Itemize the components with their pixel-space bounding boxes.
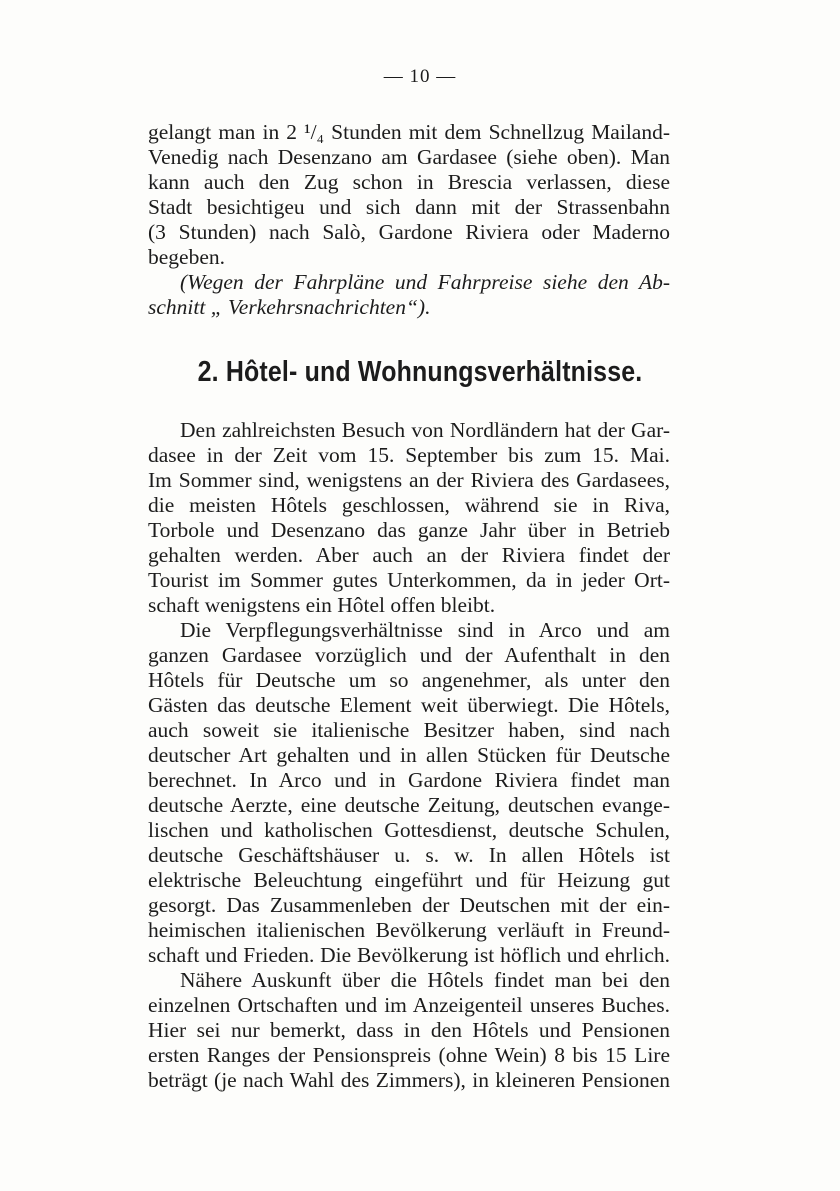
body-line-13: auch soweit sie italienische Besitzer haben, sind nach [148,718,670,742]
body-line-14: deutscher Art gehalten und in allen Stücken für Deutsche [148,743,670,767]
body-line-5: Torbole und Desenzano das ganze Jahr über in Betrieb [148,518,670,542]
intro-line-1: gelangt man in 2 ¹/₄ Stunden mit dem Schnellzug Mailand- [148,120,670,144]
body-line-3: Im Sommer sind, wenigstens an der Riviera des Gardasees, [148,468,670,492]
body-line-10: ganzen Gardasee vorzüglich und der Aufenthalt in den [148,643,670,667]
body-line-23: Nähere Auskunft über die Hôtels findet man bei den [180,968,670,992]
body-line-12: Gästen das deutsche Element weit überwiegt. Die Hôtels, [148,693,670,717]
body-line-11: Hôtels für Deutsche um so angenehmer, als unter den [148,668,670,692]
page-number: — 10 — [383,66,457,87]
body-line-7: Tourist im Sommer gutes Unterkommen, da in jeder Ort- [148,568,670,592]
intro-line-6: begeben. [148,245,226,269]
body-line-18: deutsche Geschäftshäuser u. s. w. In allen Hôtels ist [148,843,670,867]
body-line-24: einzelnen Ortschaften und im Anzeigenteil unseres Buches. [148,993,670,1017]
body-line-6: gehalten werden. Aber auch an der Riviera findet der [148,543,670,567]
body-line-25: Hier sei nur bemerkt, dass in den Hôtels und Pensionen [148,1018,670,1042]
body-line-8: schaft wenigstens ein Hôtel offen bleibt. [148,593,496,617]
body-line-9: Die Verpflegungsverhältnisse sind in Arco und am [180,618,670,642]
body-line-22: schaft und Frieden. Die Bevölkerung ist höflich und ehrlich. [148,943,670,967]
intro-line-5: (3 Stunden) nach Salò, Gardone Riviera oder Maderno [148,220,670,244]
body-line-26: ersten Ranges der Pensionspreis (ohne Wein) 8 bis 15 Lire [148,1043,670,1067]
body-line-17: lischen und katholischen Gottesdienst, deutsche Schulen, [148,818,670,842]
intro-line-4: Stadt besichtigeu und sich dann mit der Strassenbahn [148,195,670,219]
note-line-1: (Wegen der Fahrpläne und Fahrpreise siehe den Ab- [180,270,670,294]
body-line-2: dasee in der Zeit vom 15. September bis zum 15. Mai. [148,443,670,467]
intro-line-3: kann auch den Zug schon in Brescia verlassen, diese [148,170,670,194]
body-line-19: elektrische Beleuchtung eingeführt und für Heizung gut [148,868,670,892]
body-line-4: die meisten Hôtels geschlossen, während sie in Riva, [148,493,670,517]
body-line-1: Den zahlreichsten Besuch von Nordländern hat der Gar- [180,418,670,442]
section-heading: 2. Hôtel- und Wohnungsverhältnisse. [197,356,643,388]
body-line-20: gesorgt. Das Zusammenleben der Deutschen mit der ein- [148,893,670,917]
note-line-2: schnitt „ Verkehrsnachrichten“). [148,295,431,319]
body-line-27: beträgt (je nach Wahl des Zimmers), in kleineren Pensionen [148,1068,670,1092]
body-line-21: heimischen italienischen Bevölkerung verläuft in Freund- [148,918,670,942]
intro-line-2: Venedig nach Desenzano am Gardasee (siehe oben). Man [148,145,670,169]
body-line-15: berechnet. In Arco und in Gardone Riviera findet man [148,768,670,792]
body-line-16: deutsche Aerzte, eine deutsche Zeitung, deutschen evange- [148,793,670,817]
